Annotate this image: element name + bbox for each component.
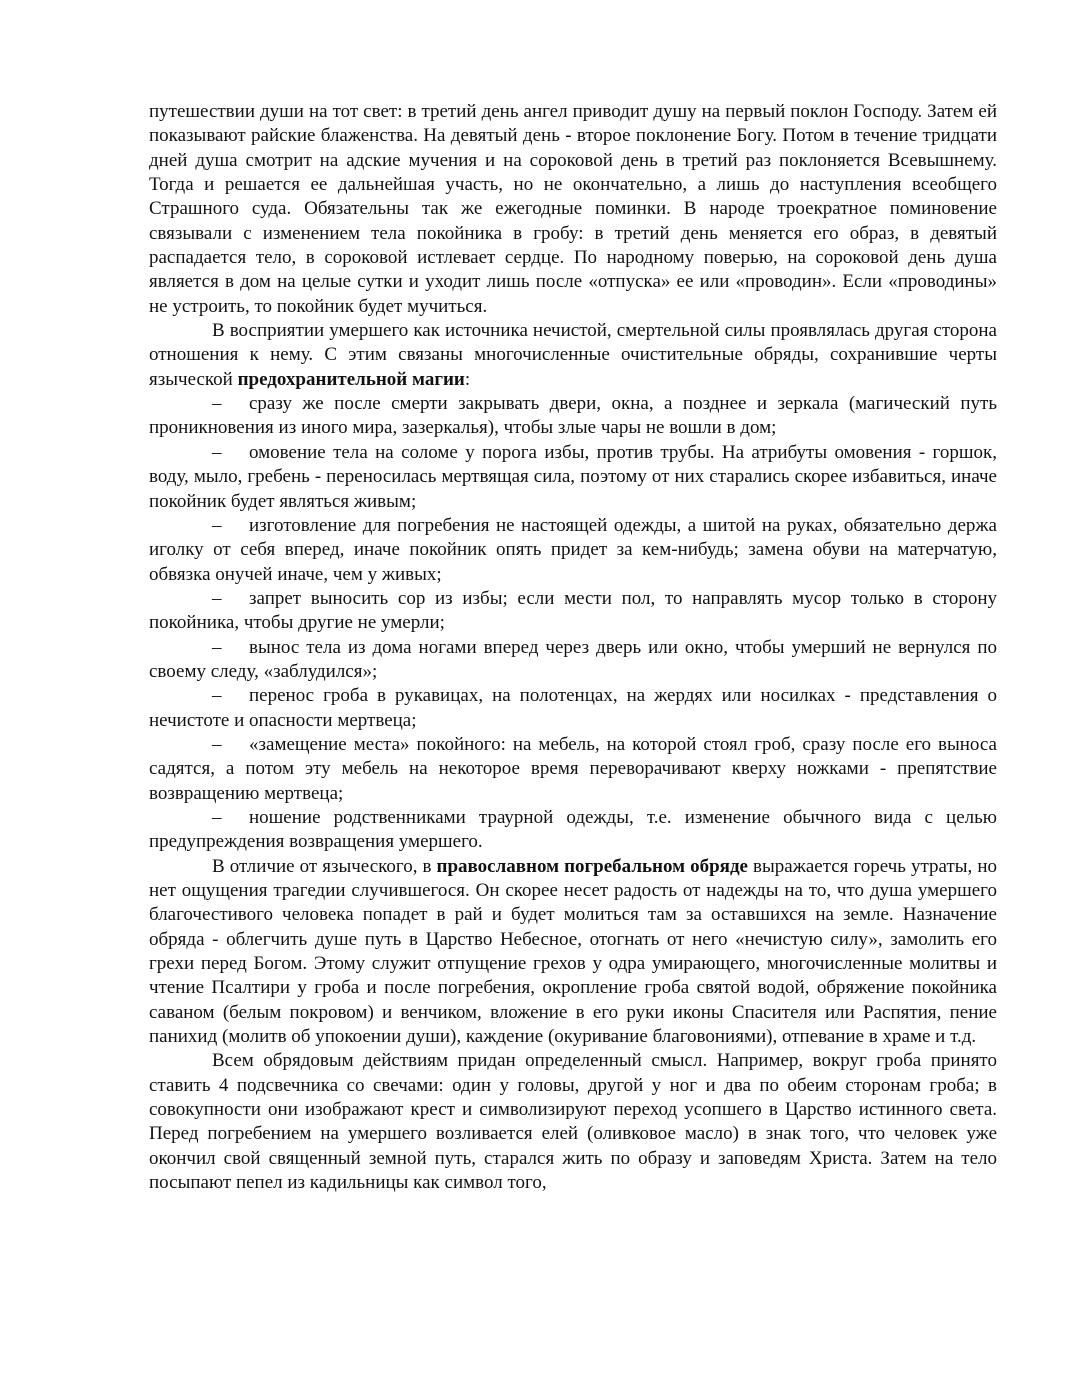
list-item (149, 392, 997, 441)
list-item-text: запрет выносить сор из избы; если мести пол, то направлять мусор только в сторону покойника, чтобы другие не умерли; (149, 587, 997, 634)
paragraph-3-bold-term: православном погребальном обряде (436, 855, 748, 877)
list-item-text: перенос гроба в рукавицах, на полотенцах, на жердях или носилках - представления о нечистоте и опасности мертвеца; (149, 685, 997, 731)
dash-marker: – (212, 587, 222, 609)
list-item-text: «замещение места» покойного: на мебель, на которой стоял гроб, сразу после его выноса садятся, а потом эту мебель на некоторое время переворачивают кверху ножками - препятствие возвращению мертвеца; (149, 733, 997, 804)
list-item-text: ношение родственниками траурной одежды, т.е. изменение обычного вида с целью предупреждения возвращения умершего. (149, 806, 997, 853)
dash-marker: – (212, 441, 222, 463)
dash-marker: – (212, 514, 222, 536)
list-item (149, 684, 997, 733)
dash-marker: – (212, 685, 222, 707)
paragraph-4: Всем обрядовым действиям придан определенный смысл. Например, вокруг гроба принято ставить 4 подсвечника со свечами: один у головы, другой у ног и два по обеим сторонам гроба; в совокупности они изображают крест и символизируют переход усопшего в Царство истинного света. Перед погребением на умершего возливается елей (оливковое масло) в знак того, что человек уже окончил свой священный земной путь, старался жить по образу и заповедям Христа. Затем на тело посыпают пепел из кадильницы как символ того, (149, 1050, 997, 1194)
paragraph-2-colon: : (464, 368, 471, 390)
paragraph-3-intro: В отличие от языческого, в (212, 855, 437, 877)
paragraph-2-text: В восприятии умершего как источника нечистой, смертельной силы проявлялась другая сторона отношения к нему. С этим связаны многочисленные очистительные обряды, сохранившие черты языческой (149, 320, 997, 390)
paragraph-3-text: выражается горечь утраты, но нет ощущения трагедии случившегося. Он скорее несет радость от надежды на то, что душа умершего благочестивого человека попадет в рай и будет молиться там за оставшихся на земле. Назначение обряда - облегчить душе путь в Царство Небесное, отогнать от него «нечистую силу», замолить его грехи перед Богом. Этому служит отпущение грехов у одра умирающего, многочисленные молитвы и чтение Псалтири у гроба и после погребения, окропление гроба святой водой, обряжение покойника саваном (белым покровом) и венчиком, вложение в его руки иконы Спасителя или Распятия, пение панихид (молитв об упокоении души), каждение (окуривание благовониями), отпевание в храме и т.д. (149, 855, 997, 1048)
dash-marker: – (212, 393, 222, 415)
paragraph-1: путешествии души на тот свет: в третий день ангел приводит душу на первый поклон Господу. Затем ей показывают райские блаженства. На девятый день - второе поклонение Богу. Потом в течение тридцати дней душа смотрит на адские мучения и на сороковой день в третий раз поклоняется Всевышнему. Тогда и решается ее дальнейшая участь, но не окончательно, а лишь до наступления всеобщего Страшного суда. Обязательны так же ежегодные поминки. В народе троекратное поминовение связывали с изменением тела покойника в гробу: в третий день меняется его образ, в девятый распадается тело, в сороковой истлевает сердце. По народному поверью, на сороковой день душа является в дом на целые сутки и уходит лишь после «отпуска» ее или «проводин». Если «проводины» не устроить, то покойник будет мучиться. (149, 101, 997, 317)
list-item (149, 636, 997, 685)
list-item (149, 806, 997, 855)
rites-list (149, 392, 997, 855)
dash-marker: – (212, 733, 222, 755)
dash-marker: – (212, 806, 222, 828)
list-item (149, 441, 997, 514)
list-item-text: изготовление для погребения не настоящей одежды, а шитой на руках, обязательно держа иголку от себя вперед, иначе покойник опять придет за кем-нибудь; замена обуви на матерчатую, обвязка онучей иначе, чем у живых; (149, 514, 997, 585)
document-page (149, 100, 997, 1195)
dash-marker: – (212, 636, 222, 658)
paragraph-2 (149, 319, 997, 392)
paragraph-3 (149, 855, 997, 1050)
list-item-text: сразу же после смерти закрывать двери, окна, а позднее и зеркала (магический путь проникновения из иного мира, зазеркалья), чтобы злые чары не вошли в дом; (149, 393, 997, 439)
list-item (149, 514, 997, 587)
paragraph-2-bold-term: предохранительной магии (237, 368, 465, 390)
list-item-text: омовение тела на соломе у порога избы, против трубы. На атрибуты омовения - горшок, воду, мыло, гребень - переносилась мертвящая сила, поэтому от них старались скорее избавиться, иначе покойник будет являться живым; (149, 441, 997, 512)
list-item (149, 733, 997, 806)
list-item (149, 587, 997, 636)
list-item-text: вынос тела из дома ногами вперед через дверь или окно, чтобы умерший не вернулся по своему следу, «заблудился»; (149, 636, 997, 682)
